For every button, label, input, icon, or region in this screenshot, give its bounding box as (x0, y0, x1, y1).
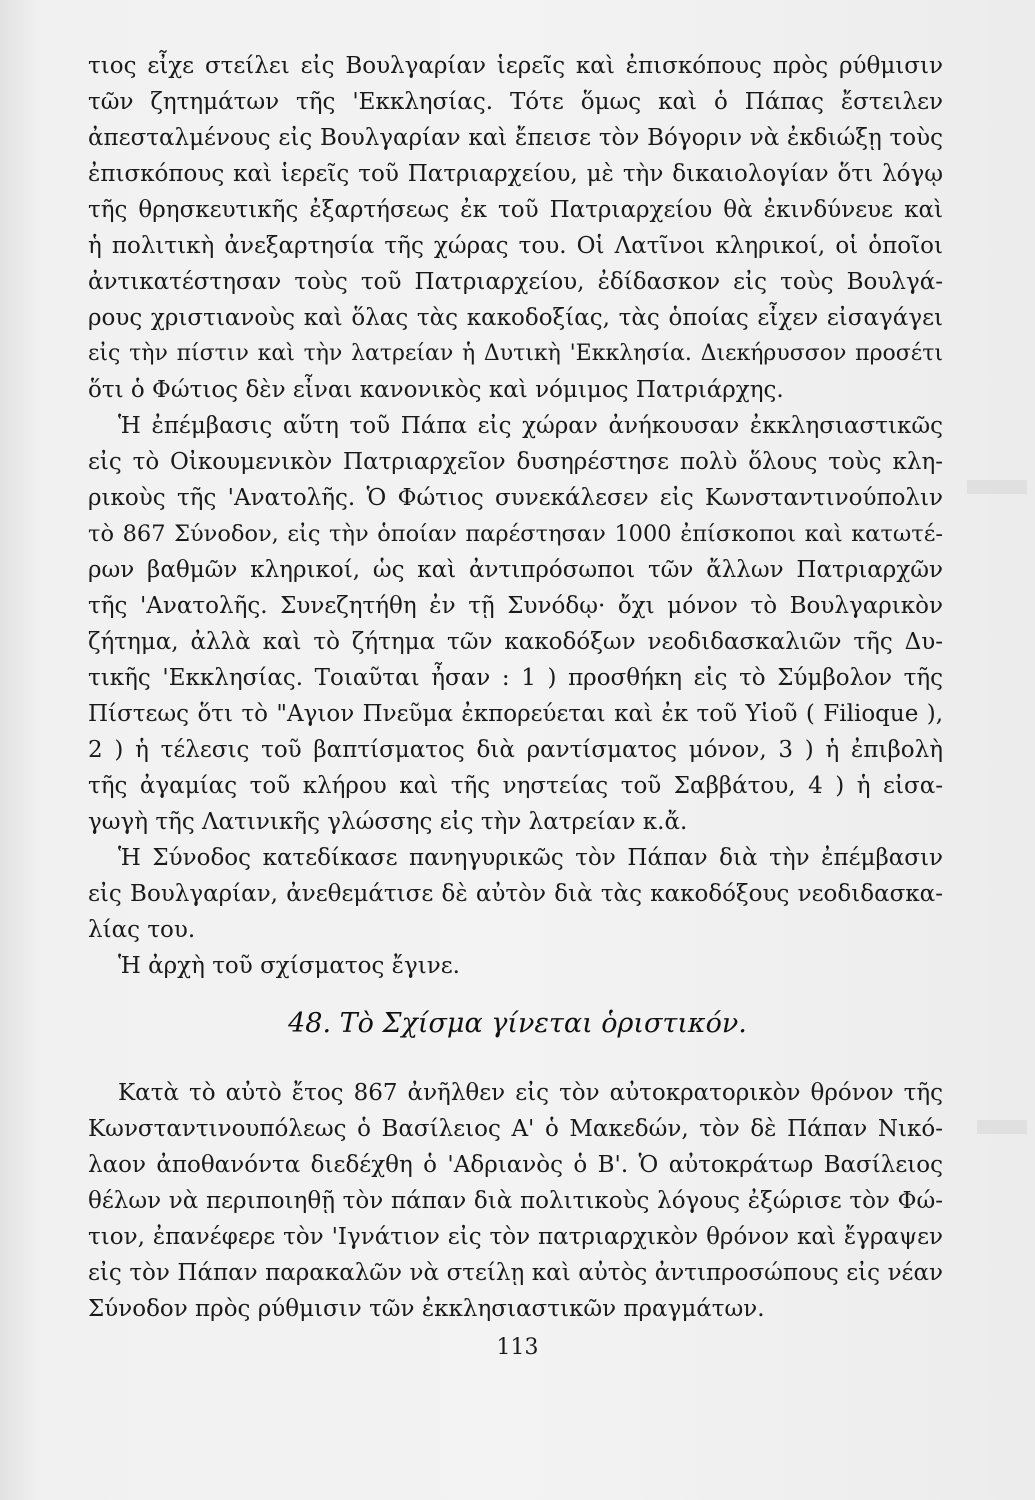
text-line: τιον, ἐπανέφερε τὸν 'Ιγνάτιον εἰς τὸν πατριαρχικὸν θρόνον καὶ ἔγραψεν (88, 1224, 943, 1250)
show-through-mark (977, 1120, 1027, 1134)
text-line: τῆς 'Ανατολῆς. Συνεζητήθη ἐν τῇ Συνόδῳ· ὄχι μόνον τὸ Βουλγαρικὸν (88, 593, 943, 619)
text-line: τῶν ζητημάτων τῆς 'Εκκλησίας. Τότε ὅμως καὶ ὁ Πάπας ἔστειλεν (88, 89, 943, 115)
text-line: Ἡ ἐπέμβασις αὕτη τοῦ Πάπα εἰς χώραν ἀνήκουσαν ἐκκλησιαστικῶς (118, 413, 943, 439)
text-line: τῆς ἀγαμίας τοῦ κλήρου καὶ τῆς νηστείας τοῦ Σαββάτου, 4 ) ἡ εἰσα- (88, 773, 943, 799)
text-line: Ἡ ἀρχὴ τοῦ σχίσματος ἔγινε. (118, 953, 460, 979)
text-line: ἀπεσταλμένους εἰς Βουλγαρίαν καὶ ἔπεισε τὸν Βόγοριν νὰ ἐκδιώξῃ τοὺς (88, 125, 943, 151)
text-line: τιος εἶχε στείλει εἰς Βουλγαρίαν ἱερεῖς καὶ ἐπισκόπους πρὸς ρύθμισιν (88, 53, 943, 79)
text-line: εἰς τὸν Πάπαν παρακαλῶν νὰ στείλῃ καὶ αὐτὸς ἀντιπροσώπους εἰς νέαν (88, 1260, 943, 1286)
text-line: θέλων νὰ περιποιηθῇ τὸν πάπαν διὰ πολιτικοὺς λόγους ἐξώρισε τὸν Φώ- (88, 1188, 943, 1214)
text-line: εἰς τὸ Οἰκουμενικὸν Πατριαρχεῖον δυσηρέστησε πολὺ ὅλους τοὺς κλη- (88, 449, 943, 475)
text-line: ὅτι ὁ Φώτιος δὲν εἶναι κανονικὸς καὶ νόμιμος Πατριάρχης. (88, 377, 784, 403)
text-line: τὸ 867 Σύνοδον, εἰς τὴν ὁποίαν παρέστησαν 1000 ἐπίσκοποι καὶ κατωτέ- (88, 521, 943, 547)
text-line: λαον ἀποθανόντα διεδέχθη ὁ 'Αδριανὸς ὁ Β'. Ὁ αὐτοκράτωρ Βασίλειος (88, 1152, 943, 1178)
page-number: 113 (496, 1335, 539, 1360)
text-line: ἀντικατέστησαν τοὺς τοῦ Πατριαρχείου, ἐδίδασκον εἰς τοὺς Βουλγά- (88, 269, 943, 295)
text-line: εἰς τὴν πίστιν καὶ τὴν λατρείαν ἡ Δυτικὴ 'Εκκλησία. Διεκήρυσσον προσέτι (88, 341, 943, 366)
text-line: τῆς θρησκευτικῆς ἐξαρτήσεως ἐκ τοῦ Πατριαρχείου θὰ ἐκινδύνευε καὶ (88, 197, 943, 223)
text-line: ἐπισκόπους καὶ ἱερεῖς τοῦ Πατριαρχείου, μὲ τὴν δικαιολογίαν ὅτι λόγῳ (88, 161, 943, 187)
text-line: 2 ) ἡ τέλεσις τοῦ βαπτίσματος διὰ ραντίσματος μόνον, 3 ) ἡ ἐπιβολὴ (88, 737, 943, 763)
text-line: εἰς Βουλγαρίαν, ἀνεθεμάτισε δὲ αὐτὸν διὰ τὰς κακοδόξους νεοδιδασκα- (88, 881, 943, 907)
section-heading: 48. Τὸ Σχίσμα γίνεται ὁριστικόν. (288, 1008, 747, 1039)
text-line: ρους χριστιανοὺς καὶ ὅλας τὰς κακοδοξίας, τὰς ὁποίας εἶχεν εἰσαγάγει (88, 305, 943, 331)
text-line: ρικοὺς τῆς 'Ανατολῆς. Ὁ Φώτιος συνεκάλεσεν εἰς Κωνσταντινούπολιν (88, 485, 943, 511)
text-line: λίας του. (88, 917, 196, 943)
text-line: Κατὰ τὸ αὐτὸ ἔτος 867 ἀνῆλθεν εἰς τὸν αὐτοκρατορικὸν θρόνον τῆς (118, 1080, 943, 1106)
text-line: Πίστεως ὅτι τὸ "Αγιον Πνεῦμα ἐκπορεύεται καὶ ἐκ τοῦ Υἱοῦ ( Filioque ), (88, 701, 943, 727)
text-line: ζήτημα, ἀλλὰ καὶ τὸ ζήτημα τῶν κακοδόξων νεοδιδασκαλιῶν τῆς Δυ- (88, 629, 943, 655)
show-through-mark (967, 480, 1027, 494)
text-line: γωγὴ τῆς Λατινικῆς γλώσσης εἰς τὴν λατρείαν κ.ἄ. (88, 809, 688, 835)
text-line: τικῆς 'Εκκλησίας. Τοιαῦται ἦσαν : 1 ) προσθήκη εἰς τὸ Σύμβολον τῆς (88, 665, 943, 691)
text-line: Ἡ Σύνοδος κατεδίκασε πανηγυρικῶς τὸν Πάπαν διὰ τὴν ἐπέμβασιν (118, 845, 943, 871)
text-line: Κωνσταντινουπόλεως ὁ Βασίλειος Α' ὁ Μακεδών, τὸν δὲ Πάπαν Νικό- (88, 1116, 943, 1142)
text-line: ἡ πολιτικὴ ἀνεξαρτησία τῆς χώρας του. Οἱ Λατῖνοι κληρικοί, οἱ ὁποῖοι (88, 233, 943, 259)
text-line: ρων βαθμῶν κληρικοί, ὡς καὶ ἀντιπρόσωποι τῶν ἄλλων Πατριαρχῶν (88, 557, 943, 583)
text-line: Σύνοδον πρὸς ρύθμισιν τῶν ἐκκλησιαστικῶν πραγμάτων. (88, 1296, 765, 1322)
